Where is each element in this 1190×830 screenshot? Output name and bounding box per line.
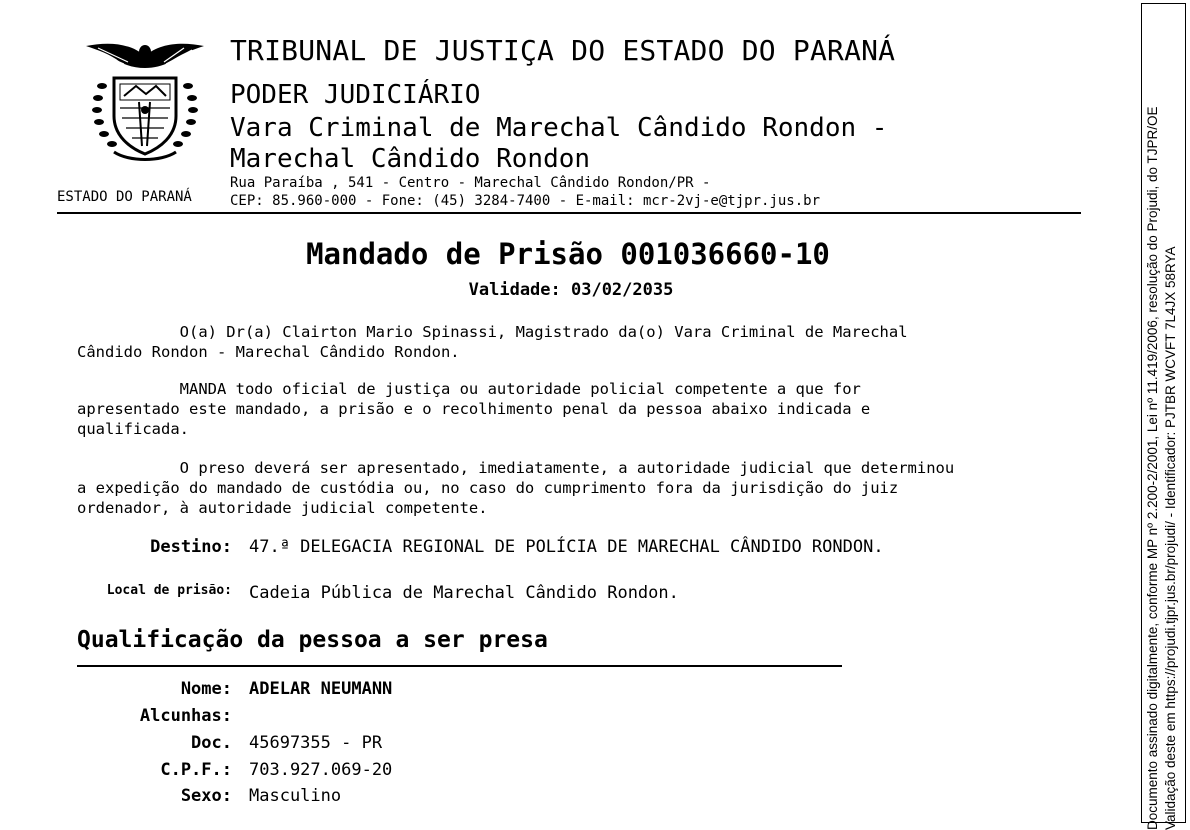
- vara-heading-line2: Marechal Cândido Rondon: [230, 144, 591, 174]
- destino-value: 47.ª DELEGACIA REGIONAL DE POLÍCIA DE MARECHAL CÂNDIDO RONDON.: [249, 537, 884, 557]
- local-prisao-value: Cadeia Pública de Marechal Cândido Rondon.: [249, 583, 679, 603]
- qualification-title: Qualificação da pessoa a ser presa: [77, 627, 548, 653]
- signature-stamp-line2: Validação deste em https://projudi.tjpr.jus.br/projudi/ - Identificador: PJTBR WCVFT 7L4JX 58RYA: [1163, 246, 1178, 830]
- order-paragraph: MANDA todo oficial de justiça ou autoridade policial competente a que for apresentado este mandado, a prisão e o recolhimento penal da pessoa abaixo indicada e qualificada.: [77, 380, 871, 438]
- header-divider: [57, 212, 1081, 214]
- presentation-paragraph: O preso deverá ser apresentado, imediatamente, a autoridade judicial que determinou a expedição do mandado de custódia ou, no caso do cumprimento fora da jurisdição do juiz ordenador, à autoridade judicial competente.: [77, 459, 955, 517]
- alcunhas-label: Alcunhas:: [139, 706, 232, 726]
- parana-coat-of-arms-icon: [84, 38, 206, 162]
- qualification-divider: [77, 665, 842, 667]
- nome-label: Nome:: [180, 679, 232, 699]
- poder-heading: PODER JUDICIÁRIO: [230, 80, 481, 110]
- address-line2: CEP: 85.960-000 - Fone: (45) 3284-7400 - E-mail: mcr-2vj-e@tjpr.jus.br: [230, 193, 821, 209]
- cpf-label: C.P.F.:: [160, 760, 232, 780]
- doc-value: 45697355 - PR: [249, 733, 383, 753]
- validity-date: Validade: 03/02/2035: [468, 280, 674, 300]
- magistrate-paragraph: O(a) Dr(a) Clairton Mario Spinassi, Magistrado da(o) Vara Criminal de Marechal Cândido Rondon - Marechal Cândido Rondon.: [77, 323, 908, 361]
- signature-stamp-line1: Documento assinado digitalmente, conforme MP nº 2.200-2/2001, Lei nº 11.419/2006, resolução do Projudi, do TJPR/OE: [1145, 106, 1160, 830]
- cpf-value: 703.927.069-20: [249, 760, 393, 780]
- doc-label: Doc.: [191, 733, 232, 753]
- sexo-label: Sexo:: [180, 786, 232, 806]
- nome-value: ADELAR NEUMANN: [249, 679, 393, 699]
- destino-label: Destino:: [150, 537, 232, 557]
- estado-label: ESTADO DO PARANÁ: [57, 189, 192, 205]
- sexo-value: Masculino: [249, 786, 342, 806]
- address-line1: Rua Paraíba , 541 - Centro - Marechal Cândido Rondon/PR -: [230, 175, 711, 191]
- document-title: Mandado de Prisão 001036660-10: [306, 237, 830, 271]
- local-prisao-label: Local de prisão:: [106, 583, 232, 598]
- vara-heading-line1: Vara Criminal de Marechal Cândido Rondon -: [230, 113, 888, 143]
- tribunal-heading: TRIBUNAL DE JUSTIÇA DO ESTADO DO PARANÁ: [230, 34, 896, 67]
